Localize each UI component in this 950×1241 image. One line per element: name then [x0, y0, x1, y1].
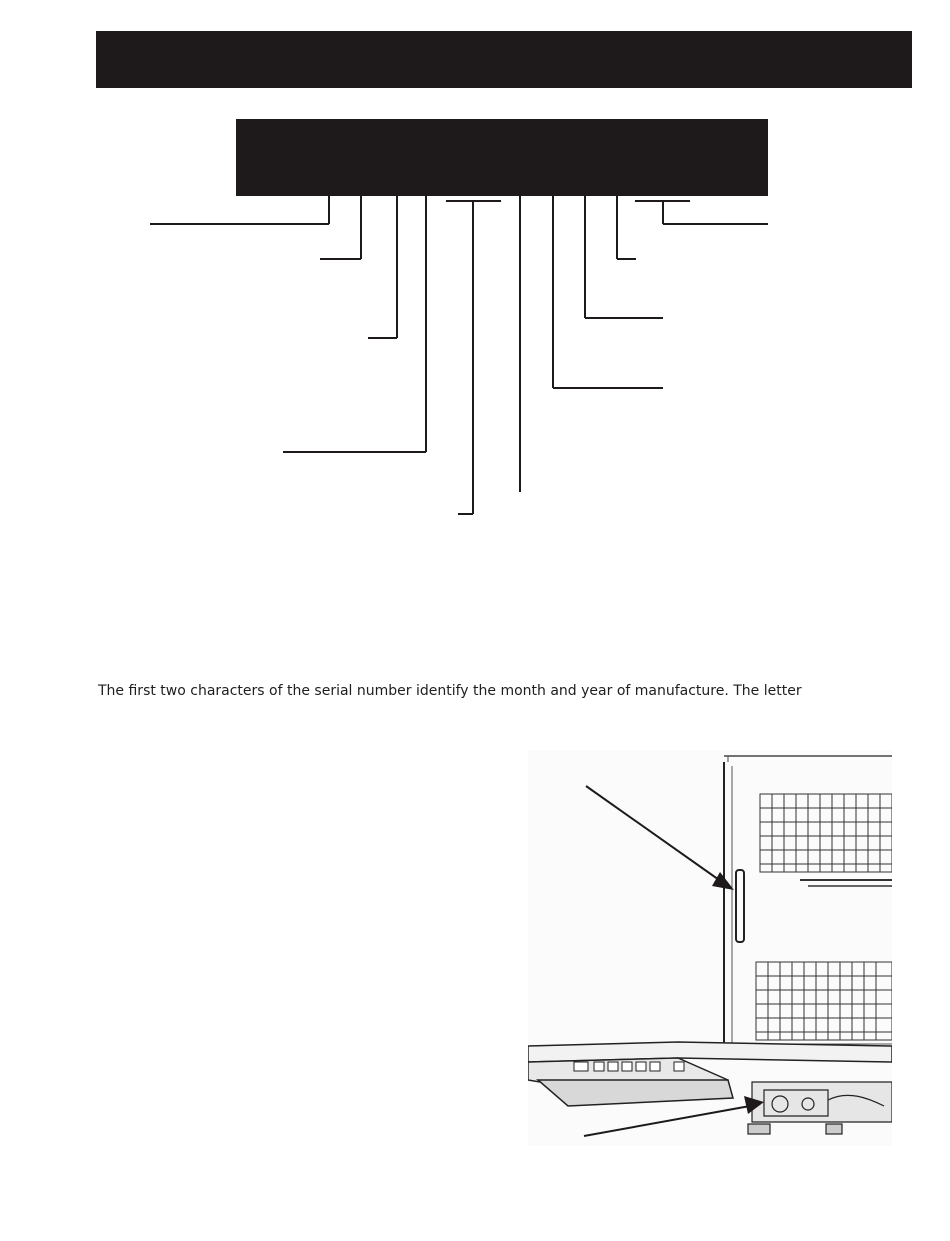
dishwasher-illustration-icon [528, 750, 892, 1146]
model-number-callouts [0, 0, 950, 560]
serial-number-description: The first two characters of the serial number identify the month and year of manufacture. The letter [98, 683, 802, 699]
